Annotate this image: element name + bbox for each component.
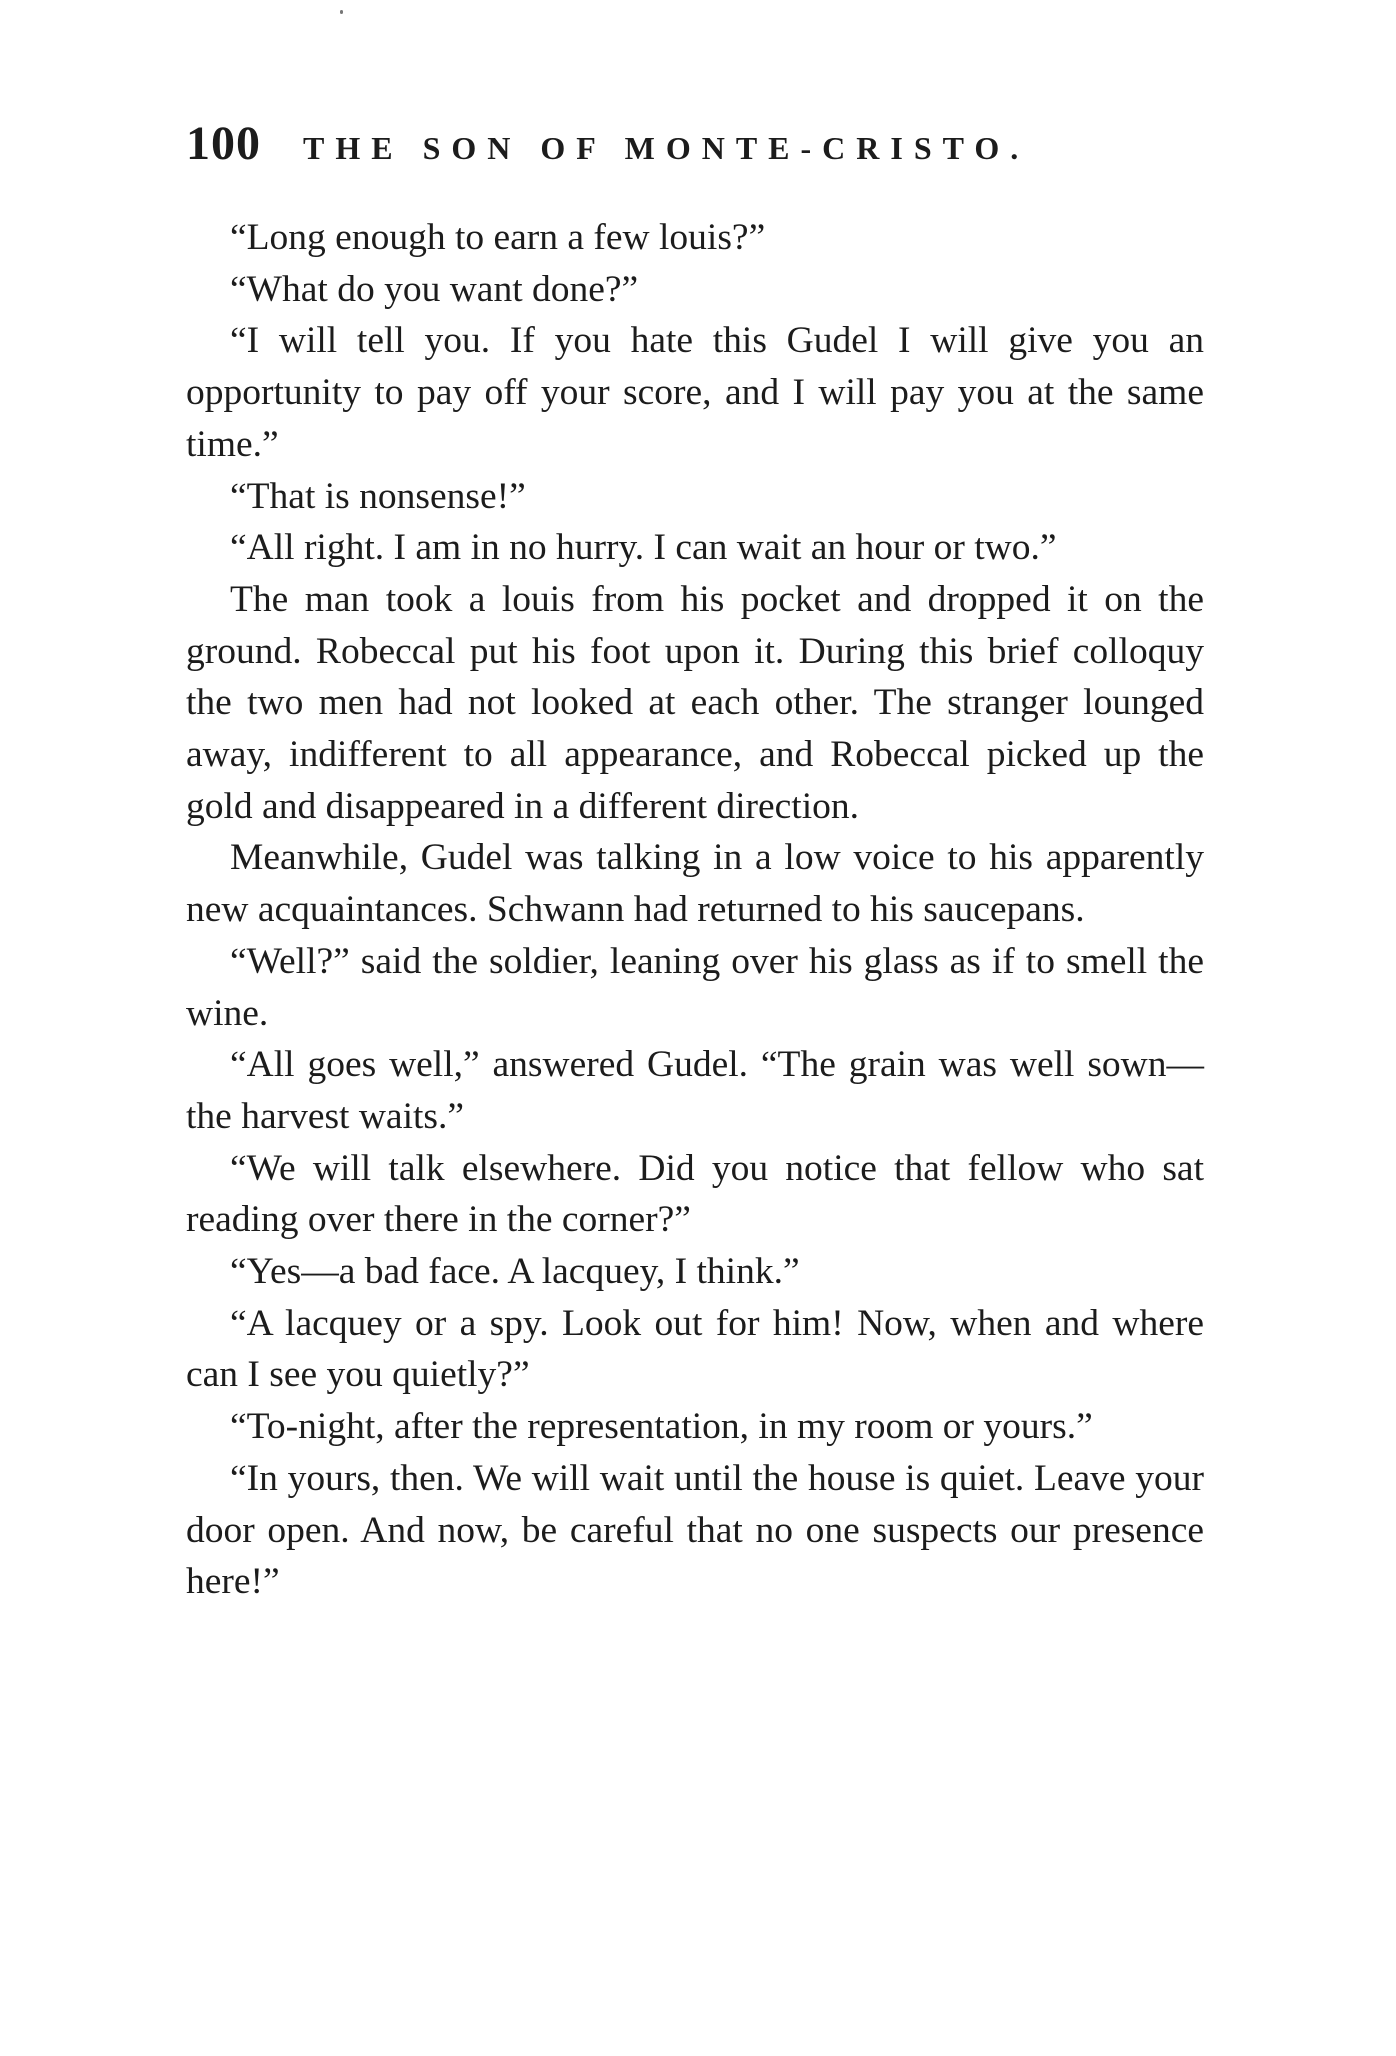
paragraph: “Yes—a bad face. A lacquey, I think.” [230,1251,800,1293]
paragraph: “All goes well,” answered Gudel. “The grain was well sown—the harvest waits.” [186,1044,1204,1137]
paragraph: Meanwhile, Gudel was talking in a low voice to his apparently new acquaintances. Schwann had returned to his saucepans. [186,837,1204,931]
paragraph: “All right. I am in no hurry. I can wait an hour or two.” [230,527,1057,569]
paragraph: “We will talk elsewhere. Did you notice that fellow who sat reading over there in the corner?” [186,1147,1204,1241]
running-head: THE SON OF MONTE-CRISTO. [303,130,1030,166]
paragraph: “To-night, after the representation, in my room or yours.” [230,1406,1093,1448]
paragraph: “Well?” said the soldier, leaning over his glass as if to smell the wine. [186,940,1204,1034]
paragraph: “A lacquey or a spy. Look out for him! Now, when and where can I see you quietly?” [186,1302,1204,1396]
page-header [186,116,1206,176]
stray-ink-mark [340,10,343,14]
paragraph: “That is nonsense!” [230,475,526,517]
paragraph: “I will tell you. If you hate this Gudel I will give you an opportunity to pay off your score, and I will pay you at the same time.” [186,320,1204,465]
body-text [186,212,1204,1608]
page-number: 100 [186,117,261,170]
paragraph: “In yours, then. We will wait until the house is quiet. Leave your door open. And now, be careful that no one suspects our presence here!” [186,1457,1204,1603]
paragraph: “What do you want done?” [230,268,639,310]
paragraph: “Long enough to earn a few louis?” [230,217,766,258]
paragraph: The man took a louis from his pocket and dropped it on the ground. Robeccal put his foot upon it. During this brief colloquy the two men had not looked at each other. The stranger lounged away, indifferent to all appearance, and Robeccal picked up the gold and disappeared in a different direction. [186,578,1204,827]
